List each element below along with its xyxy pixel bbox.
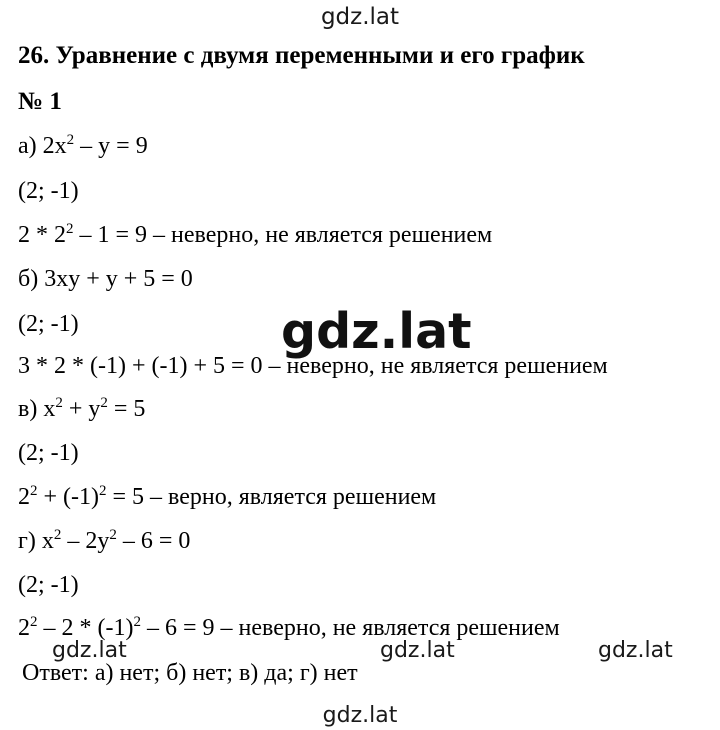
section-title: 26. Уравнение с двумя переменными и его график	[18, 42, 585, 69]
check-c: $2^2 + (-1)^2 = 5$ – верно, является решением	[18, 483, 437, 510]
check-b: 3 * 2 * (-1) + (-1) + 5 = 0 – неверно, не является решением	[18, 353, 608, 379]
equation-c: в) $x^2 + y^2 = 5$	[18, 395, 146, 422]
point-d: (2; -1)	[18, 572, 79, 598]
task-number: № 1	[18, 88, 62, 115]
equation-d: г) $x^2 - 2y^2 - 6 = 0$	[18, 527, 191, 554]
watermark-top: gdz.lat	[320, 4, 400, 30]
watermark-lower-left: gdz.lat	[52, 638, 127, 663]
check-d: $2^2 - 2 * (-1)^2 - 6 = 9$ – неверно, не является решением	[18, 614, 560, 641]
equation-b: б) 3xy + y + 5 = 0	[18, 266, 193, 292]
point-c: (2; -1)	[18, 440, 79, 466]
equation-a: а) $2x^2 - y = 9$	[18, 132, 148, 159]
watermark-center: gdz.lat	[281, 303, 472, 360]
answer-line: Ответ: а) нет; б) нет; в) да; г) нет	[22, 660, 358, 686]
watermark-bottom: gdz.lat	[322, 703, 398, 728]
point-b: (2; -1)	[18, 311, 79, 337]
check-a: $2 * 2^2 - 1 = 9$ – неверно, не является решением	[18, 221, 493, 248]
watermark-lower-right: gdz.lat	[598, 638, 673, 663]
watermark-lower-middle: gdz.lat	[380, 638, 455, 663]
point-a: (2; -1)	[18, 178, 79, 204]
